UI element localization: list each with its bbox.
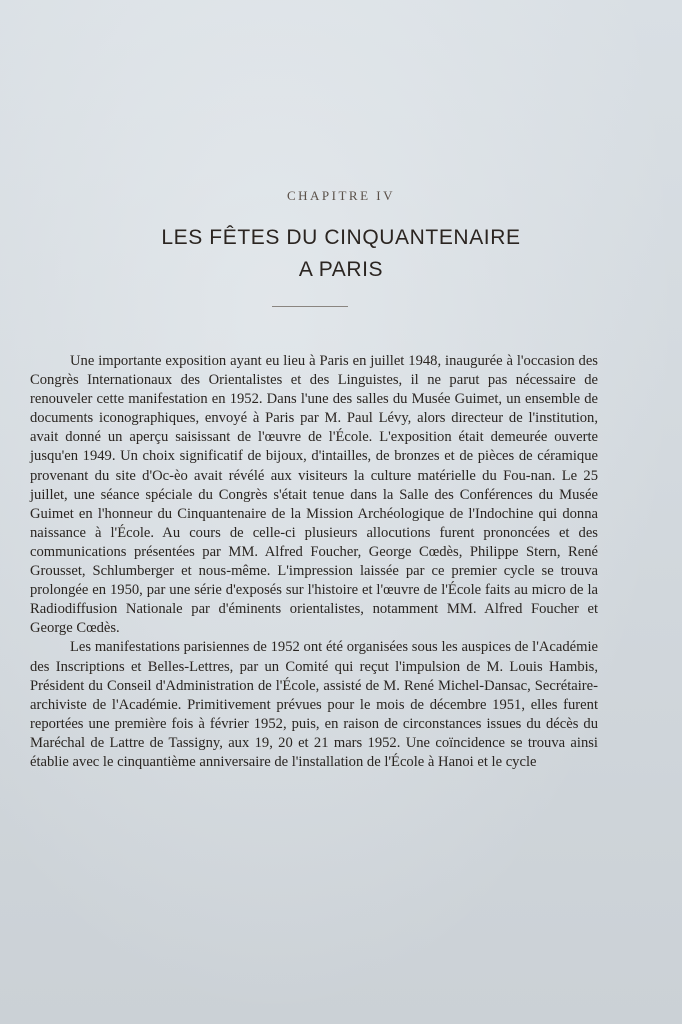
paragraph-1: Une importante exposition ayant eu lieu à Paris en juillet 1948, inaugurée à l'occasion des Congrès Internationaux des Orientalistes et des Linguistes, il ne parut pas nécessaire de renouveler cette manifestation en 1952. Dans l'une des salles du Musée Guimet, un ensemble de documents iconographiques, envoyé à Paris par M. Paul Lévy, alors directeur de l'institution, avait donné un aperçu saisissant de l'œuvre de l'École. L'exposition était demeurée ouverte jusqu'en 1949. Un choix significatif de bijoux, d'intailles, de bronzes et de pièces de céramique provenant du site d'Oc-èo avait révélé aux visiteurs la culture matérielle du Fou-nan. Le 25 juillet, une séance spéciale du Congrès s'était tenue dans la Salle des Conférences du Musée Guimet en l'honneur du Cinquantenaire de la Mission Archéologique de l'Indochine qui donna naissance à l'École. Au cours de celle-ci plusieurs allocutions furent prononcées et des communications présentées par MM. Alfred Foucher, George Cœdès, Philippe Stern, René Grousset, Schlumberger et nous-même. L'impression laissée par ce premier cycle se trouva prolongée en 1950, par une série d'exposés sur l'histoire et l'œuvre de l'École faits au micro de la Radiodiffusion Nationale par d'éminents orientalistes, notamment MM. Alfred Foucher et George Cœdès. [30, 353, 598, 637]
body-text [30, 352, 598, 772]
paragraph-2: Les manifestations parisiennes de 1952 ont été organisées sous les auspices de l'Académie des Inscriptions et Belles-Lettres, par un Comité qui reçut l'impulsion de M. Louis Hambis, Président du Conseil d'Administration de l'École, assisté de M. René Michel-Dansac, Secrétaire-archiviste de l'Académie. Primitivement prévues pour le mois de décembre 1951, elles furent reportées une première fois à février 1952, puis, en raison de circonstances issues du décès du Maréchal de Lattre de Tassigny, aux 19, 20 et 21 mars 1952. Une coïncidence se trouva ainsi établie avec le cinquantième anniversaire de l'installation de l'École à Hanoi et le cycle [30, 639, 598, 770]
title-divider [272, 306, 348, 307]
chapter-title-line-2: A PARIS [298, 258, 384, 281]
chapter-title-line-1: LES FÊTES DU CINQUANTENAIRE [161, 226, 521, 249]
chapter-label: CHAPITRE IV [286, 188, 396, 203]
